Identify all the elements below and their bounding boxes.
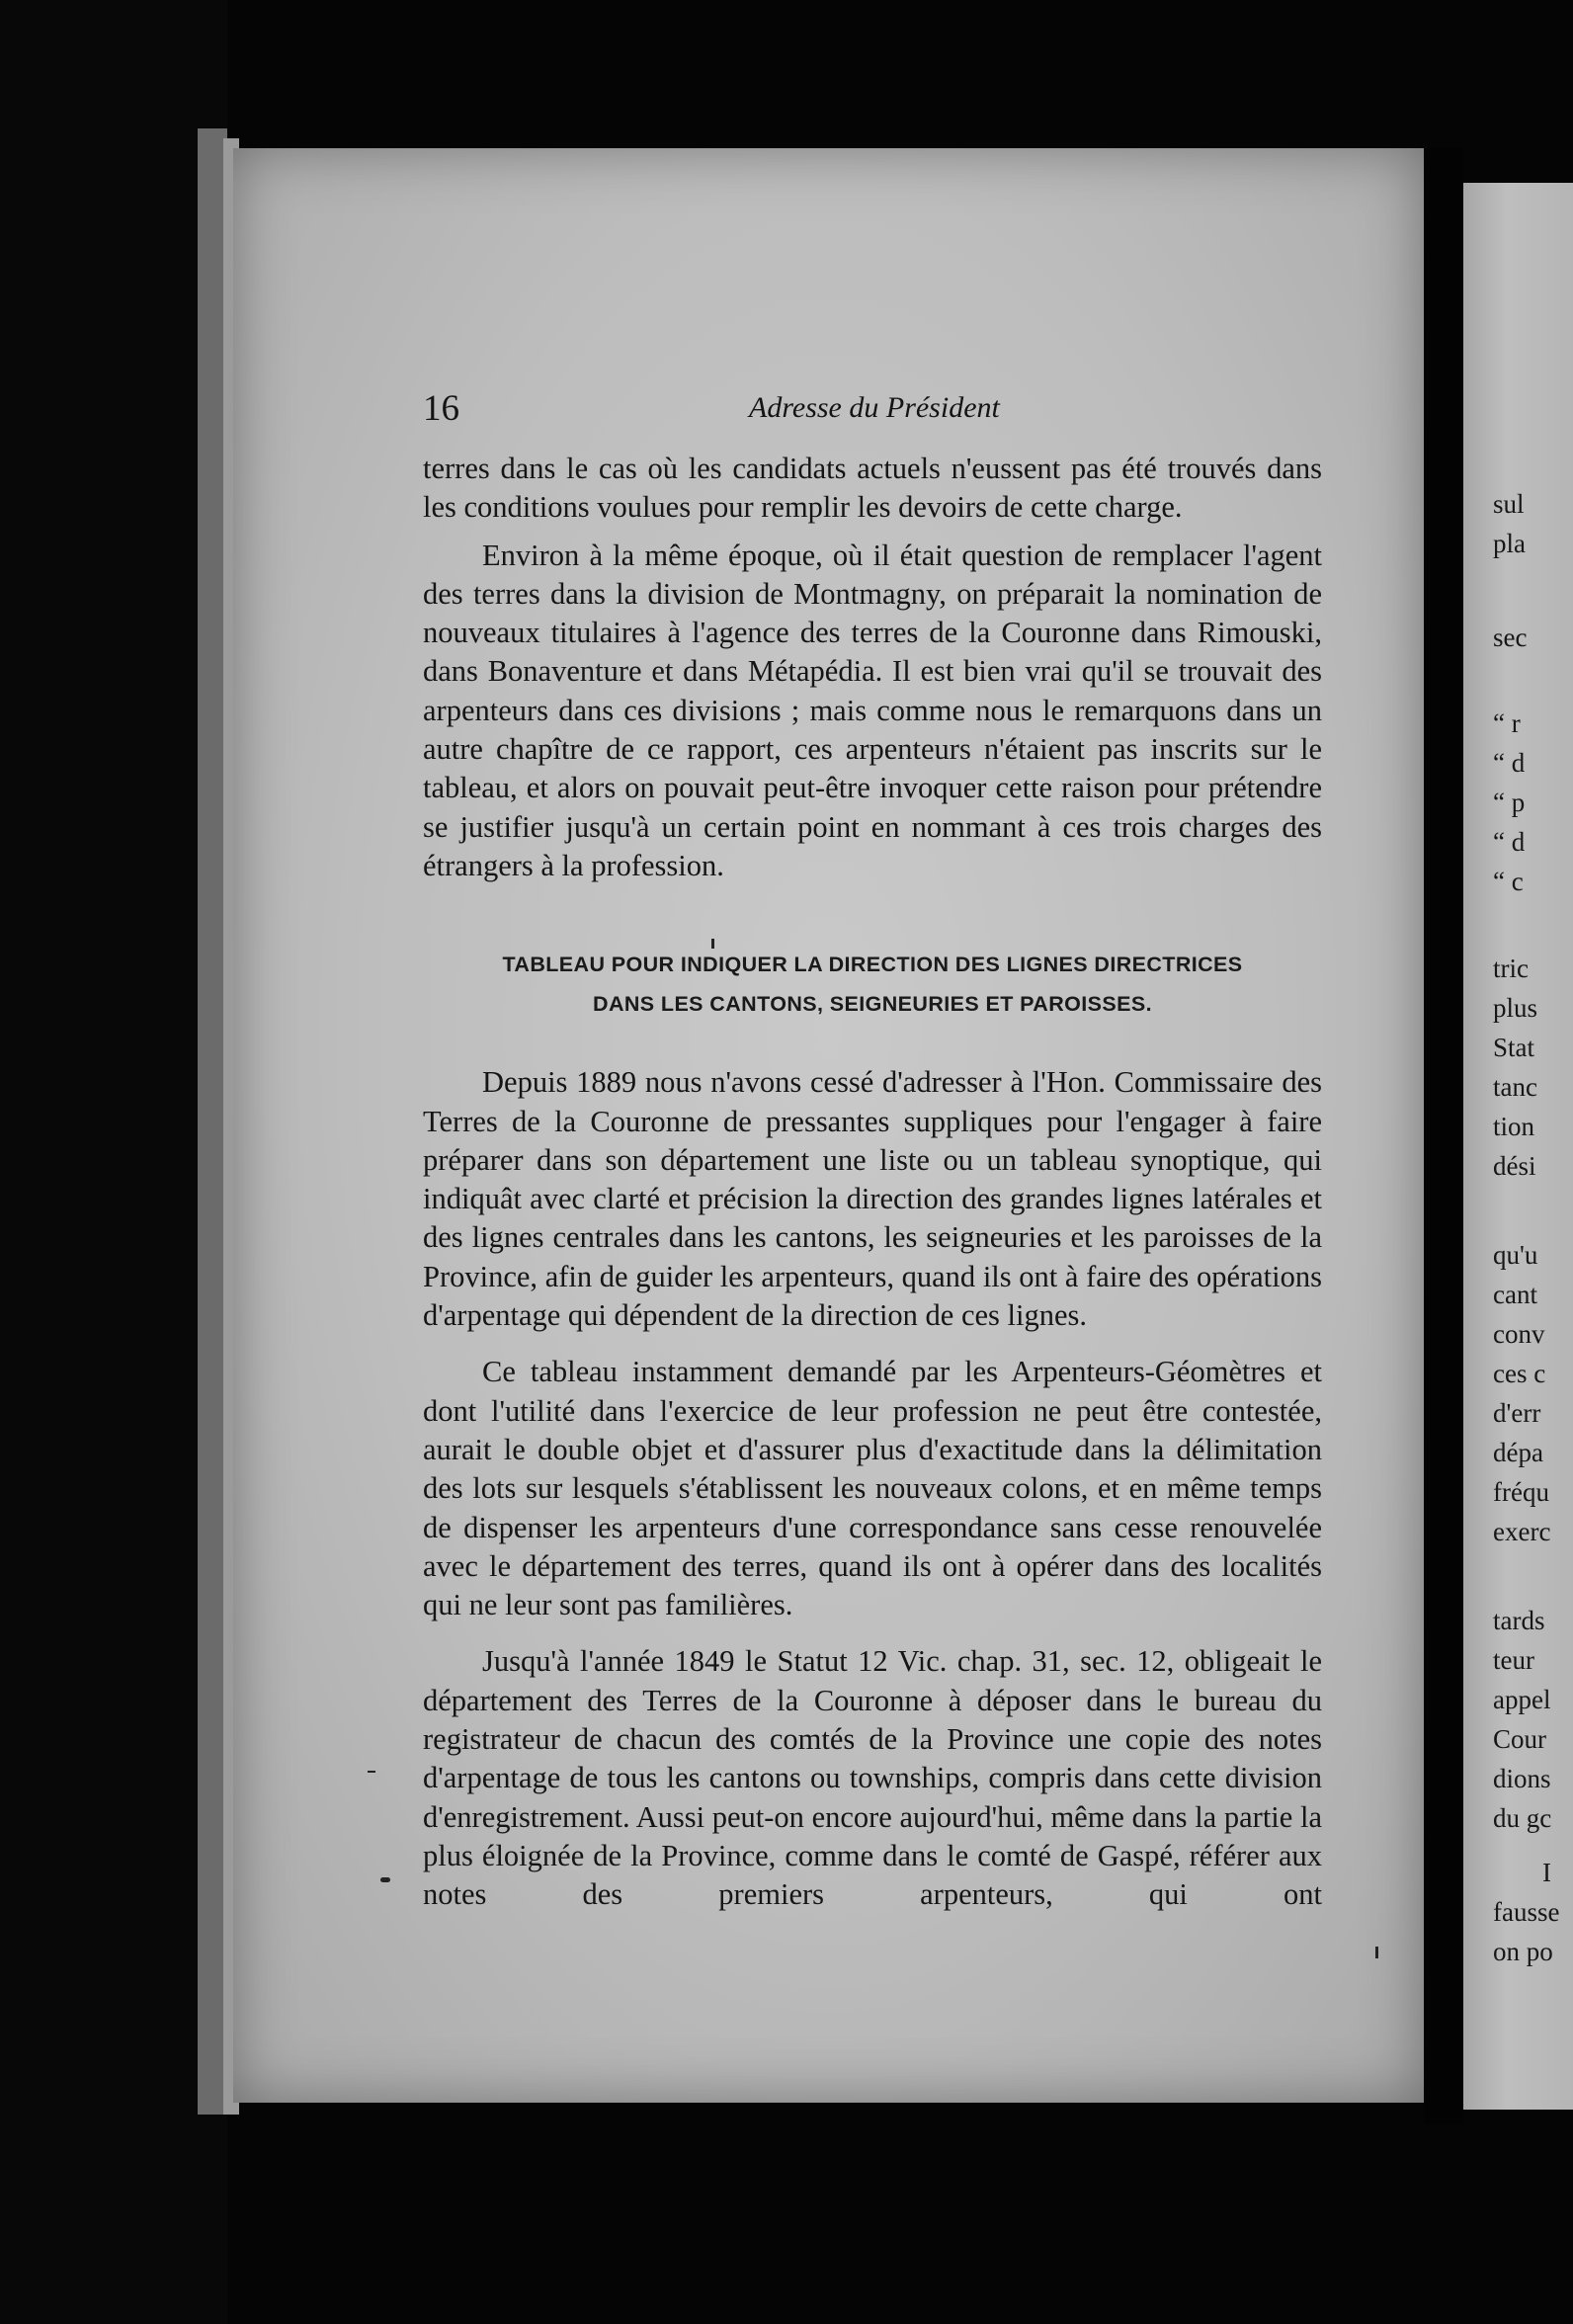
section-heading-line: TABLEAU POUR INDIQUER LA DIRECTION DES LIGNES DIRECTRICES: [502, 953, 1243, 977]
fragment-line: exerc: [1493, 1517, 1551, 1546]
fragment-line: Stat: [1493, 1033, 1535, 1062]
fragment-line: tanc: [1493, 1072, 1537, 1102]
fragment-line: “ d: [1493, 827, 1526, 857]
fragment-line: fausse: [1493, 1897, 1560, 1927]
fragment-line: I: [1542, 1858, 1551, 1887]
fragment-line: “ d: [1493, 748, 1526, 778]
ink-speck: [368, 1771, 375, 1773]
fragment-line: on po: [1493, 1937, 1553, 1966]
paragraph: Depuis 1889 nous n'avons cessé d'adresser à l'Hon. Commissaire des Terres de la Couronne de pressantes suppliques pour l'engager à faire préparer dans son département une liste ou un tableau synoptique, qui indiquât avec clarté et précision la direction des grandes lignes latérales et des lignes centrales dans les cantons, les seigneuries et les paroisses de la Province, afin de guider les arpenteurs, quand ils ont à faire des opérations d'arpentage qui dépendent de la direction de ces lignes.: [423, 1065, 1322, 1333]
paragraph: Environ à la même époque, où il était question de remplacer l'agent des terres dans la division de Montmagny, on préparait la nomination de nouveaux titulaires à l'agence des terres de la Couronne dans Rimouski, dans Bonaventure et dans Métapédia. Il est bien vrai qu'il se trouvait des arpenteurs dans ces divisions ; mais comme nous le remarquons dans un autre chapître de ce rapport, ces arpenteurs n'étaient pas inscrits sur le tableau, et alors on pouvait peut-être invoquer cette raison pour prétendre se justifier jusqu'à un certain point en nommant à ces trois charges des étrangers à la profession.: [423, 538, 1322, 882]
fragment-line: cant: [1493, 1280, 1537, 1309]
fragment-line: tric: [1493, 954, 1529, 983]
fragment-line: du gc: [1493, 1803, 1552, 1833]
fragment-line: sul: [1493, 489, 1525, 519]
fragment-line: appel: [1493, 1685, 1551, 1714]
fragment-line: conv: [1493, 1319, 1545, 1349]
paragraph: Ce tableau instamment demandé par les Arpenteurs-Géomètres et dont l'utilité dans l'exercice de leur profession ne peut être contestée, aurait le double objet et d'assurer plus d'exactitude dans la délimitation des lots sur lesquels s'établissent les nouveaux colons, et en même temps de dispenser les arpenteurs d'une correspondance sans cesse renouvelée avec le département des terres, quand ils ont à opérer dans des localités qui ne leur sont pas familières.: [423, 1355, 1322, 1622]
fragment-line: “ r: [1493, 708, 1521, 738]
section-heading-line: DANS LES CANTONS, SEIGNEURIES ET PAROISSES.: [593, 992, 1152, 1017]
running-title: Adresse du Président: [749, 391, 1000, 424]
fragment-line: tion: [1493, 1112, 1535, 1141]
fragment-line: plus: [1493, 993, 1538, 1023]
ink-speck: [380, 1877, 390, 1882]
paragraph: terres dans le cas où les candidats actuels n'eussent pas été trouvés dans les conditions voulues pour remplir les devoirs de cette charge.: [423, 452, 1322, 525]
page-body: [423, 450, 1322, 1915]
fragment-line: pla: [1493, 529, 1526, 558]
book-gutter: [1424, 148, 1463, 2124]
fragment-line: qu'u: [1493, 1240, 1538, 1270]
page-header: [423, 387, 1391, 437]
fragment-line: Cour: [1493, 1724, 1546, 1754]
page-number: 16: [423, 388, 459, 429]
fragment-line: “ p: [1493, 788, 1526, 817]
adjacent-page-fragment: [1463, 183, 1573, 2110]
ink-speck: [1375, 1947, 1378, 1958]
fragment-line: teur: [1493, 1645, 1534, 1675]
fragment-line: d'err: [1493, 1398, 1541, 1428]
fragment-line: ces c: [1493, 1359, 1546, 1388]
film-margin-left: [0, 0, 227, 2324]
fragment-line: dési: [1493, 1151, 1536, 1181]
fragment-line: dépa: [1493, 1438, 1543, 1467]
section-heading: [423, 945, 1322, 1024]
fragment-line: dions: [1493, 1764, 1551, 1793]
fragment-line: sec: [1493, 622, 1528, 652]
fragment-line: fréqu: [1493, 1477, 1549, 1507]
fragment-line: “ c: [1493, 867, 1524, 896]
ink-speck: [711, 939, 714, 949]
paragraph: Jusqu'à l'année 1849 le Statut 12 Vic. chap. 31, sec. 12, obligeait le département des Terres de la Couronne à déposer dans le bureau du registrateur de chacun des comtés de la Province une copie des notes d'arpentage de tous les cantons ou townships, compris dans cette division d'enregistrement. Aussi peut-on encore aujourd'hui, même dans la partie la plus éloignée de la Province, comme dans le comté de Gaspé, référer aux notes des premiers arpenteurs, qui ont: [423, 1644, 1322, 1912]
fragment-line: tards: [1493, 1606, 1545, 1635]
